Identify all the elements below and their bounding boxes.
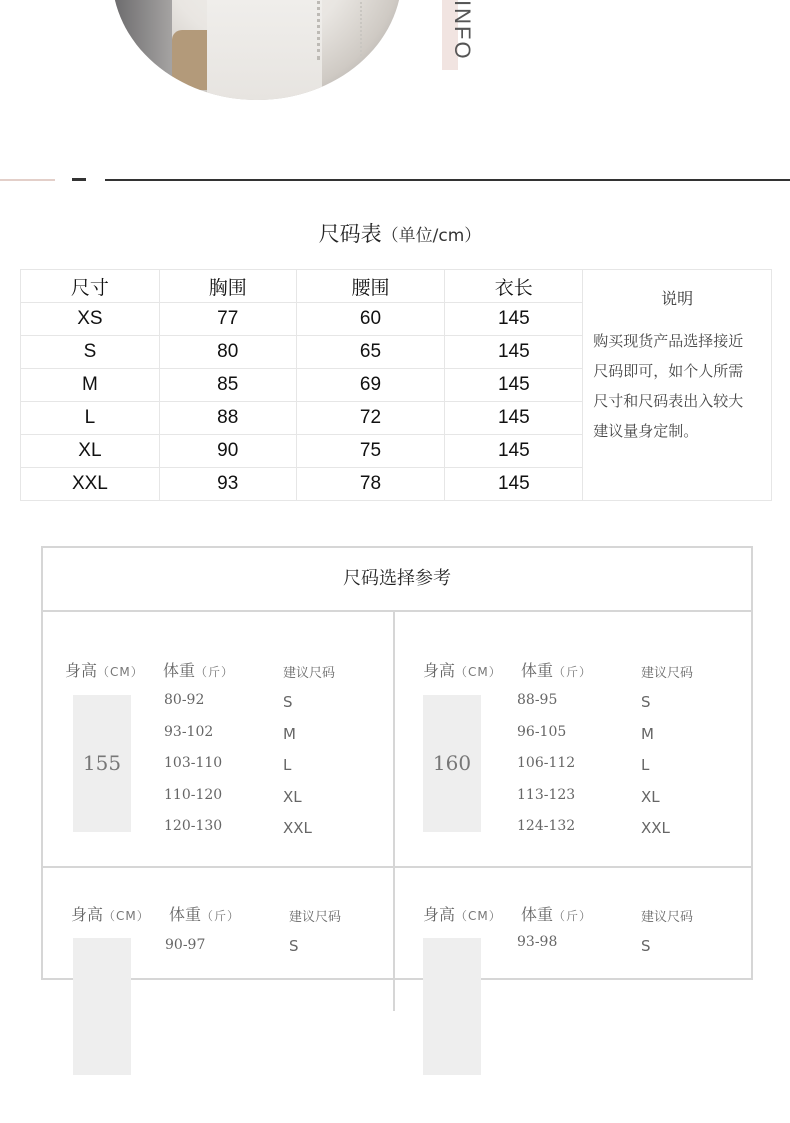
height-value: [73, 938, 131, 1075]
chest-cell: 90: [159, 435, 296, 468]
height-header: [423, 902, 502, 925]
photo-background: [112, 0, 172, 100]
weight-label: 体重: [163, 661, 196, 680]
header-cell: 腰围: [296, 270, 445, 303]
photo-dress: [207, 0, 322, 100]
divider-right: [105, 179, 790, 181]
height-header: [65, 658, 144, 681]
height-unit: （CM）: [103, 909, 150, 923]
waist-cell: 75: [296, 435, 445, 468]
weight-range: 96-105: [517, 723, 567, 740]
header-cell: 衣长: [445, 270, 583, 303]
suggest-list: [641, 692, 670, 850]
weight-label: 体重: [521, 905, 554, 924]
size-cell: M: [21, 369, 160, 402]
size-cell: L: [21, 402, 160, 435]
suggest-size: S: [283, 693, 293, 711]
suggest-header: 建议尺码: [641, 910, 694, 925]
weight-header: [169, 902, 240, 925]
product-photo: [112, 0, 402, 100]
weight-range: 103-110: [164, 755, 223, 771]
divider-dash: [72, 178, 86, 181]
size-note-body: [593, 327, 761, 447]
length-cell: 145: [445, 468, 583, 501]
suggest-size: S: [641, 693, 651, 711]
chest-cell: 93: [159, 468, 296, 501]
height-header: [423, 658, 502, 681]
suggest-size: M: [641, 724, 654, 743]
height-label: 身高: [71, 905, 104, 924]
length-cell: 145: [445, 303, 583, 336]
height-label: 身高: [423, 661, 456, 680]
weight-range: 120-130: [164, 818, 223, 834]
size-cell: XS: [21, 303, 160, 336]
height-block-155: [43, 610, 393, 865]
suggest-size: M: [283, 724, 296, 743]
weight-range: 93-102: [164, 723, 214, 740]
weight-label: 体重: [521, 661, 554, 680]
size-cell: S: [21, 336, 160, 369]
weight-list: [517, 932, 557, 964]
size-table-unit: （单位/cm）: [381, 226, 482, 246]
weight-unit: （斤）: [553, 909, 593, 923]
suggest-size: L: [641, 756, 650, 774]
suggest-size: L: [283, 756, 292, 774]
weight-range: 80-92: [164, 692, 205, 708]
weight-range: 113-123: [517, 786, 576, 803]
height-unit: （CM）: [455, 665, 502, 679]
suggest-header: 建议尺码: [641, 666, 694, 681]
height-value: 155: [73, 695, 131, 832]
height-block-3: [43, 868, 393, 1123]
suggest-header: 建议尺码: [289, 910, 342, 925]
height-block-4: [395, 868, 745, 1123]
waist-cell: 69: [296, 369, 445, 402]
chest-cell: 85: [159, 369, 296, 402]
weight-range: 93-98: [517, 934, 558, 950]
weight-list: [164, 690, 222, 848]
chest-cell: 77: [159, 303, 296, 336]
weight-range: 106-112: [517, 755, 576, 771]
weight-unit: （斤）: [553, 665, 593, 679]
header-cell: 胸围: [159, 270, 296, 303]
info-label: INFO: [450, 0, 475, 61]
chest-cell: 88: [159, 402, 296, 435]
length-cell: 145: [445, 435, 583, 468]
divider-left: [0, 179, 55, 181]
size-table-header-row: [21, 270, 772, 303]
suggest-list: [283, 692, 312, 850]
weight-label: 体重: [169, 905, 202, 924]
weight-header: [163, 658, 234, 681]
suggest-size: S: [289, 937, 299, 955]
suggest-size: XXL: [641, 819, 670, 837]
length-cell: 145: [445, 402, 583, 435]
suggest-size: XL: [283, 787, 302, 806]
size-note-line: 尺码即可，如个人所需: [593, 363, 744, 380]
weight-range: 88-95: [517, 692, 558, 708]
height-unit: （CM）: [455, 909, 502, 923]
size-note-line: 购买现货产品选择接近: [593, 333, 744, 350]
height-unit: （CM）: [97, 665, 144, 679]
chest-cell: 80: [159, 336, 296, 369]
size-selection-title: 尺码选择参考: [43, 548, 751, 612]
weight-range: 90-97: [165, 937, 206, 953]
photo-pearl-strands: [317, 0, 362, 60]
weight-list: [165, 935, 205, 967]
weight-header: [521, 902, 592, 925]
size-note-line: 建议量身定制。: [593, 423, 699, 440]
suggest-size: XXL: [283, 819, 312, 837]
size-note: [583, 270, 772, 501]
weight-range: 124-132: [517, 818, 576, 834]
waist-cell: 60: [296, 303, 445, 336]
length-cell: 145: [445, 369, 583, 402]
suggest-list: [641, 936, 651, 968]
suggest-header: 建议尺码: [283, 666, 336, 681]
size-cell: XXL: [21, 468, 160, 501]
height-label: 身高: [65, 661, 98, 680]
height-header: [71, 902, 150, 925]
height-value: [423, 938, 481, 1075]
height-label: 身高: [423, 905, 456, 924]
waist-cell: 78: [296, 468, 445, 501]
size-cell: XL: [21, 435, 160, 468]
size-table-title-text: 尺码表: [318, 222, 382, 246]
weight-range: 110-120: [164, 786, 223, 803]
waist-cell: 65: [296, 336, 445, 369]
size-table-title: [0, 218, 790, 248]
size-table: [20, 269, 772, 501]
weight-list: [517, 690, 575, 848]
size-note-line: 尺寸和尺码表出入较大: [593, 393, 744, 410]
height-value: 160: [423, 695, 481, 832]
size-note-title: 说明: [661, 291, 694, 308]
height-block-160: [395, 610, 745, 865]
header-cell: 尺寸: [21, 270, 160, 303]
suggest-size: S: [641, 937, 651, 955]
waist-cell: 72: [296, 402, 445, 435]
weight-header: [521, 658, 592, 681]
weight-unit: （斤）: [195, 665, 235, 679]
suggest-list: [289, 936, 299, 968]
length-cell: 145: [445, 336, 583, 369]
suggest-size: XL: [641, 787, 660, 806]
weight-unit: （斤）: [201, 909, 241, 923]
size-selection-panel: [41, 546, 753, 980]
